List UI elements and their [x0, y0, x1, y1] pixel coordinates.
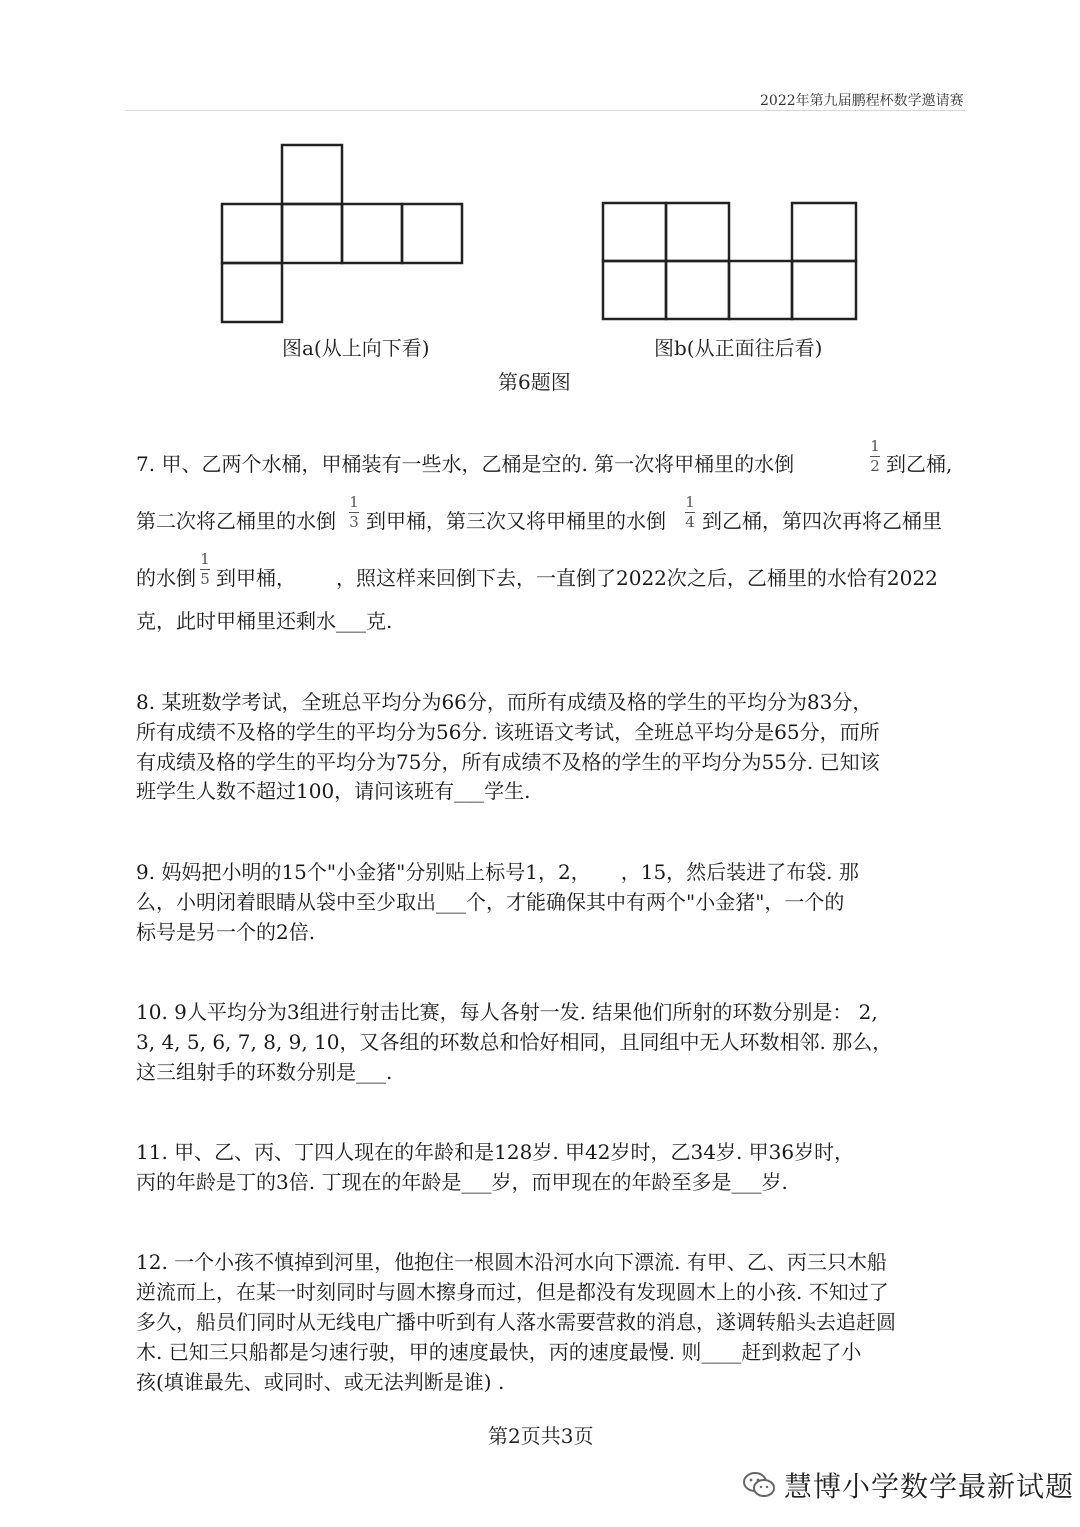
- q7-line-1b: 到乙桶,: [886, 452, 953, 476]
- q9-line: 标号是另一个的2倍.: [136, 920, 316, 944]
- q10-line: 10. 9人平均分为3组进行射击比赛，每人各射一发. 结果他们所射的环数分别是： 2,: [136, 1000, 878, 1024]
- fig-b-square: [603, 203, 666, 261]
- wechat-icon: [742, 1471, 776, 1499]
- watermark-text: 慧博小学数学最新试题: [784, 1470, 1075, 1503]
- q8-line: 所有成绩不及格的学生的平均分为56分. 该班语文考试，全班总平均分是65分，而所: [136, 720, 880, 744]
- q8-line: 有成绩及格的学生的平均分为75分，所有成绩不及格的学生的平均分为55分. 已知该: [136, 750, 880, 774]
- figure-a-net: [218, 143, 468, 325]
- fig-a-square: [222, 263, 282, 322]
- q7-line-2a: 第二次将乙桶里的水倒: [136, 509, 336, 533]
- figure-a-caption: 图a(从上向下看): [282, 336, 430, 360]
- fig-a-square: [282, 204, 342, 263]
- q7-line-3b: 到甲桶，: [216, 566, 296, 590]
- q10-line: 这三组射手的环数分别是___.: [136, 1060, 393, 1084]
- fig-a-square: [222, 204, 282, 263]
- q8-line: 班学生人数不超过100，请问该班有___学生.: [136, 779, 531, 803]
- q12-line: 木. 已知三只船都是匀速行驶，甲的速度最快，丙的速度最慢. 则____赶到救起了小: [136, 1340, 862, 1364]
- fig-a-square: [402, 204, 462, 263]
- q9-line: 9. 妈妈把小明的15个"小金猪"分别贴上标号1，2， ，15，然后装进了布袋. 那: [136, 860, 859, 884]
- q12-line: 多久，船员们同时从无线电广播中听到有人落水需要营救的消息，遂调转船头去追赶圆: [136, 1310, 896, 1334]
- figure-b-caption: 图b(从正面往后看): [654, 336, 823, 360]
- fig-b-square: [792, 203, 856, 261]
- fraction-1-3: 1 3: [349, 493, 359, 531]
- q7-line-1a: 7. 甲、乙两个水桶，甲桶装有一些水，乙桶是空的. 第一次将甲桶里的水倒: [136, 452, 795, 476]
- page-header: 2022年第九届鹏程杯数学邀请赛: [760, 93, 964, 109]
- fig-b-square: [666, 261, 729, 319]
- q12-line: 逆流而上，在某一时刻同时与圆木擦身而过，但是都没有发现圆木上的小孩. 不知过了: [136, 1280, 889, 1304]
- q12-line: 12. 一个小孩不慎掉到河里，他抱住一根圆木沿河水向下漂流. 有甲、乙、丙三只木船: [136, 1250, 887, 1274]
- fig-b-square: [603, 261, 666, 319]
- fig-a-square: [282, 145, 342, 204]
- fraction-1-4: 1 4: [685, 493, 695, 531]
- q11-line: 丙的年龄是丁的3倍. 丁现在的年龄是___岁，而甲现在的年龄至多是___岁.: [136, 1170, 788, 1194]
- q11-line: 11. 甲、乙、丙、丁四人现在的年龄和是128岁. 甲42岁时，乙34岁. 甲36岁时，: [136, 1140, 855, 1164]
- fig-b-square: [666, 203, 729, 261]
- fraction-1-2: 1 2: [870, 437, 880, 475]
- fig-b-square: [792, 261, 856, 319]
- q7-line-3c: ，照这样来回倒下去，一直倒了2022次之后，乙桶里的水恰有2022: [336, 566, 938, 590]
- watermark: [742, 1465, 1074, 1505]
- q7-line-4: 克，此时甲桶里还剩水___克.: [136, 609, 393, 633]
- q10-line: 3, 4, 5, 6, 7, 8, 9, 10，又各组的环数总和恰好相同，且同组中无人环数相邻. 那么，: [136, 1030, 893, 1054]
- page-number: 第2页共3页: [488, 1424, 594, 1448]
- figure-title: 第6题图: [498, 370, 571, 394]
- fraction-1-5: 1 5: [200, 550, 210, 588]
- q8-line: 8. 某班数学考试，全班总平均分为66分，而所有成绩及格的学生的平均分为83分，: [136, 690, 873, 714]
- fig-a-square: [342, 204, 402, 263]
- q7-line-2c: 到乙桶，第四次再将乙桶里: [702, 509, 942, 533]
- figure-b-net: [600, 200, 862, 325]
- q9-line: 么，小明闭着眼睛从袋中至少取出___个，才能确保其中有两个"小金猪"，一个的: [136, 890, 845, 914]
- header-rule: [125, 110, 965, 111]
- q7-line-3a: 的水倒: [136, 566, 196, 590]
- q7-line-2b: 到甲桶，第三次又将甲桶里的水倒: [366, 509, 666, 533]
- fig-b-square: [729, 261, 792, 319]
- q12-line: 孩(填谁最先、或同时、或无法判断是谁) .: [136, 1370, 505, 1394]
